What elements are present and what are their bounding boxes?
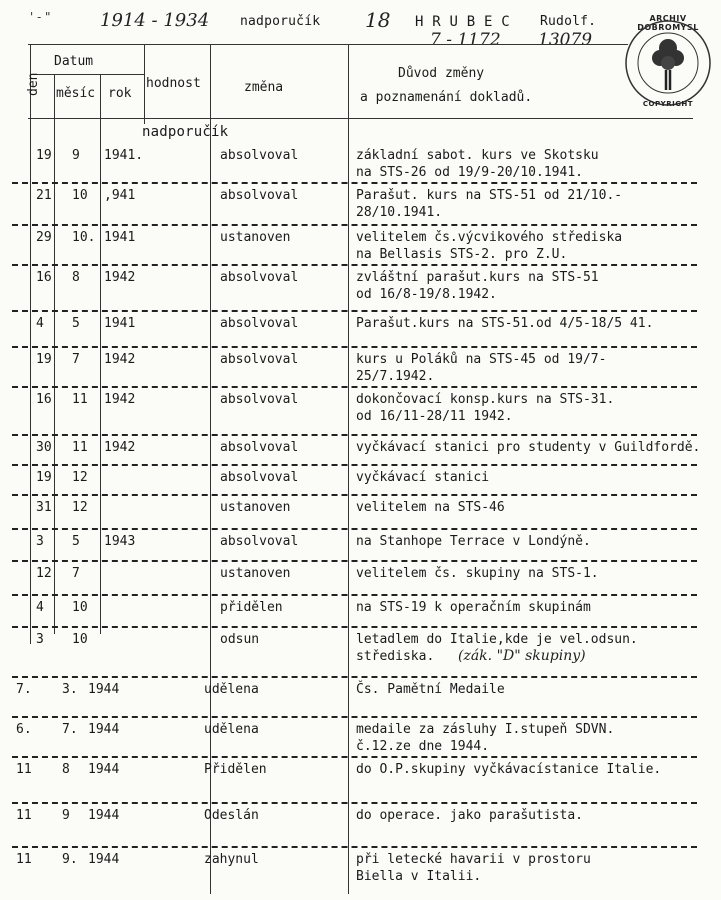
cell-den: 30 <box>36 440 52 455</box>
cell-zmena: absolvoval <box>220 534 299 549</box>
cell-rok: 1944 <box>88 682 120 697</box>
col-line-mesic <box>100 74 101 634</box>
cell-duvod-1: vyčkávací stanici <box>356 470 490 485</box>
col-header-datum: Datum <box>54 54 94 69</box>
cell-mesic: 11 <box>72 392 88 407</box>
surname: H R U B E C <box>415 14 510 30</box>
header-top-line <box>28 44 628 45</box>
cell-duvod-1: základní sabot. kurs ve Skotsku <box>356 148 599 163</box>
handwritten-mark: 18 <box>365 8 391 32</box>
years-handwritten: 1914 - 1934 <box>100 10 210 31</box>
cell-duvod-2: na STS-26 od 19/9-20/10.1941. <box>356 165 583 180</box>
cell-duvod-1: Parašut. kurs na STS-51 od 21/10.- <box>356 188 623 203</box>
header-rank: nadporučík <box>240 14 321 29</box>
cell-den: 4 <box>36 600 44 615</box>
cell-duvod-2: od 16/11-28/11 1942. <box>356 409 513 424</box>
cell-den: 4 <box>36 316 44 331</box>
cell-zmena: Odeslán <box>204 808 259 823</box>
cell-duvod-1: do operace. jako parašutista. <box>356 808 583 823</box>
cell-mesic: 9 <box>62 808 70 823</box>
cell-duvod-1: do O.P.skupiny vyčkávacístanice Italie. <box>356 762 662 777</box>
col-header-mesic: měsíc <box>56 86 96 101</box>
cell-zmena: absolvoval <box>220 316 299 331</box>
top-mark: ' - " <box>30 10 51 24</box>
cell-mesic: 10 <box>72 600 88 615</box>
cell-duvod-1: vyčkávací stanici pro studenty v Guildfordě. <box>356 440 701 455</box>
cell-duvod-1: Parašut.kurs na STS-51.od 4/5-18/5 41. <box>356 316 654 331</box>
cell-zmena: odsun <box>220 632 260 647</box>
cell-duvod-2: na Bellasis STS-2. pro Z.U. <box>356 247 568 262</box>
cell-zmena: ustanoven <box>220 500 291 515</box>
cell-rok: 1942 <box>104 392 136 407</box>
datum-sub-line <box>30 74 144 75</box>
cell-duvod-2: Biella v Italii. <box>356 869 482 884</box>
cell-den: 6. <box>16 722 32 737</box>
cell-rok: 1941. <box>104 148 144 163</box>
cell-zmena: absolvoval <box>220 188 299 203</box>
cell-mesic: 7. <box>62 722 78 737</box>
cell-den: 3 <box>36 632 44 647</box>
col-line-rok <box>144 44 145 124</box>
section-rank-label: nadporučík <box>142 124 229 140</box>
cell-duvod-2: 25/7.1942. <box>356 369 435 384</box>
cell-den: 11 <box>16 808 32 823</box>
cell-rok: ,941 <box>104 188 136 203</box>
cell-den: 16 <box>36 392 52 407</box>
cell-duvod-2: střediska. <box>356 649 435 664</box>
cell-mesic: 5 <box>72 534 80 549</box>
cell-duvod-1: při letecké havarii v prostoru <box>356 852 591 867</box>
cell-mesic: 8 <box>72 270 80 285</box>
cell-rok: 1941 <box>104 316 136 331</box>
row-divider <box>12 560 697 562</box>
header-bottom-line <box>28 118 693 119</box>
cell-mesic: 10. <box>72 230 96 245</box>
cell-duvod-2: č.12.ze dne 1944. <box>356 739 490 754</box>
cell-zmena: absolvoval <box>220 440 299 455</box>
cell-mesic: 10 <box>72 632 88 647</box>
col-header-zmena: změna <box>244 80 284 95</box>
cell-zmena: ustanoven <box>220 566 291 581</box>
row-divider <box>12 434 697 436</box>
cell-zmena: udělena <box>204 722 259 737</box>
cell-mesic: 9. <box>62 852 78 867</box>
cell-mesic: 3. <box>62 682 78 697</box>
cell-duvod-1: velitelem čs.výcvikového střediska <box>356 230 623 245</box>
cell-mesic: 9 <box>72 148 80 163</box>
firstname: Rudolf. <box>540 14 597 29</box>
cell-den: 19 <box>36 352 52 367</box>
cell-mesic: 8 <box>62 762 70 777</box>
cell-zmena: přidělen <box>220 600 283 615</box>
row-divider <box>12 310 697 312</box>
row-divider <box>12 386 697 388</box>
cell-duvod-1: velitelem na STS-46 <box>356 500 505 515</box>
col-header-duvod-1: Důvod změny <box>398 66 485 81</box>
cell-duvod-1: Čs. Pamětní Medaile <box>356 682 505 697</box>
row-divider <box>12 464 697 466</box>
col-line-den <box>54 74 55 634</box>
row-divider <box>12 626 697 628</box>
cell-mesic: 11 <box>72 440 88 455</box>
handwritten-note: (zák. "D" skupiny) <box>458 648 586 664</box>
cell-zmena: Přidělen <box>204 762 267 777</box>
cell-den: 7. <box>16 682 32 697</box>
col-header-den: den <box>26 72 41 96</box>
row-divider <box>12 346 697 348</box>
cell-den: 21 <box>36 188 52 203</box>
row-divider <box>12 182 697 184</box>
cell-mesic: 10 <box>72 188 88 203</box>
cell-mesic: 7 <box>72 566 80 581</box>
cell-mesic: 12 <box>72 470 88 485</box>
cell-duvod-1: na STS-19 k operačním skupinám <box>356 600 591 615</box>
cell-den: 19 <box>36 470 52 485</box>
cell-rok: 1942 <box>104 270 136 285</box>
cell-rok: 1941 <box>104 230 136 245</box>
cell-duvod-1: medaile za zásluhy I.stupeň SDVN. <box>356 722 615 737</box>
col-header-hodnost: hodnost <box>146 76 201 91</box>
row-divider <box>12 264 697 266</box>
col-line-left <box>30 44 31 644</box>
cell-rok: 1942 <box>104 440 136 455</box>
cell-mesic: 5 <box>72 316 80 331</box>
row-divider <box>12 716 697 718</box>
cell-rok: 1943 <box>104 534 136 549</box>
cell-den: 12 <box>36 566 52 581</box>
cell-mesic: 7 <box>72 352 80 367</box>
cell-rok: 1942 <box>104 352 136 367</box>
cell-duvod-2: 28/10.1941. <box>356 205 443 220</box>
stamp-top-text: ARCHIV DOBROMYSL <box>637 14 699 32</box>
row-divider <box>12 224 697 226</box>
col-header-duvod-2: a poznamenání dokladů. <box>360 90 533 105</box>
cell-zmena: udělena <box>204 682 259 697</box>
cell-den: 19 <box>36 148 52 163</box>
row-divider <box>12 494 697 496</box>
cell-rok: 1944 <box>88 762 120 777</box>
cell-zmena: absolvoval <box>220 352 299 367</box>
row-divider <box>12 594 697 596</box>
cell-duvod-1: letadlem do Italie,kde je vel.odsun. <box>356 632 638 647</box>
cell-rok: 1944 <box>88 852 120 867</box>
cell-den: 3 <box>36 534 44 549</box>
cell-duvod-1: dokončovací konsp.kurs na STS-31. <box>356 392 615 407</box>
cell-duvod-1: na Stanhope Terrace v Londýně. <box>356 534 591 549</box>
cell-zmena: ustanoven <box>220 230 291 245</box>
number-handwritten-2: 13079 <box>538 30 593 50</box>
row-divider <box>12 676 697 678</box>
cell-duvod-2: od 16/8-19/8.1942. <box>356 287 497 302</box>
col-header-rok: rok <box>108 86 132 101</box>
cell-zmena: zahynul <box>204 852 259 867</box>
cell-den: 31 <box>36 500 52 515</box>
cell-duvod-1: kurs u Poláků na STS-45 od 19/7- <box>356 352 607 367</box>
archive-stamp <box>620 8 716 118</box>
row-divider <box>12 802 697 804</box>
cell-zmena: absolvoval <box>220 470 299 485</box>
row-divider <box>12 528 697 530</box>
cell-duvod-1: zvláštní parašut.kurs na STS-51 <box>356 270 599 285</box>
cell-zmena: absolvoval <box>220 148 299 163</box>
cell-rok: 1944 <box>88 722 120 737</box>
cell-den: 11 <box>16 762 32 777</box>
cell-duvod-1: velitelem čs. skupiny na STS-1. <box>356 566 599 581</box>
row-divider <box>12 756 697 758</box>
cell-mesic: 12 <box>72 500 88 515</box>
cell-den: 29 <box>36 230 52 245</box>
number-handwritten-1: 7 - 1172 <box>430 30 501 50</box>
row-divider <box>12 846 697 848</box>
cell-zmena: absolvoval <box>220 270 299 285</box>
cell-den: 11 <box>16 852 32 867</box>
col-line-zmena <box>348 44 349 894</box>
cell-den: 16 <box>36 270 52 285</box>
stamp-bottom-text: COPYRIGHT <box>642 100 694 108</box>
cell-zmena: absolvoval <box>220 392 299 407</box>
cell-rok: 1944 <box>88 808 120 823</box>
